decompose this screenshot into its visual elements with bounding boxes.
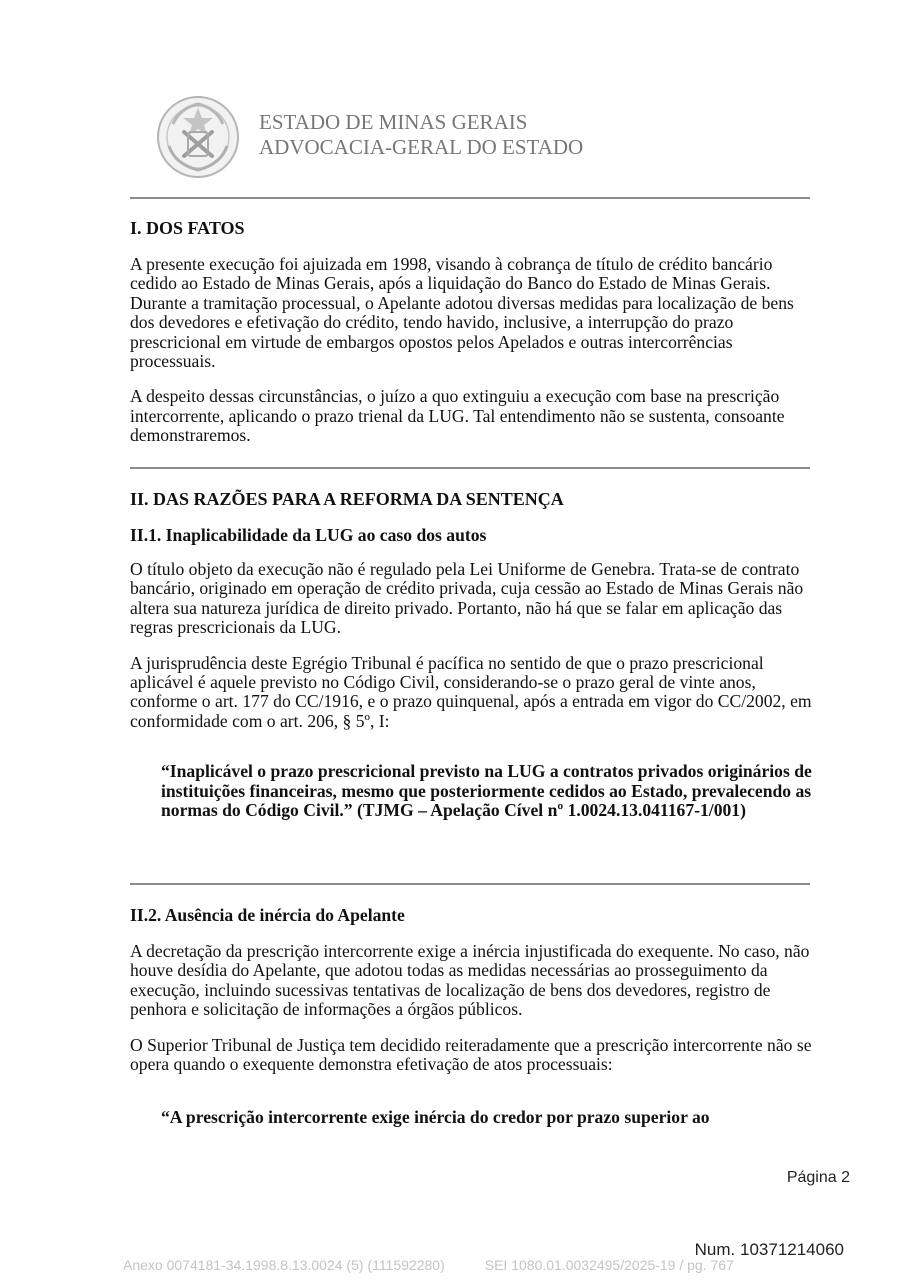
block-quote: “Inaplicável o prazo prescricional previsto na LUG a contratos privados originários de instituições financeiras, mesmo que posteriormente cedidos ao Estado, prevalecendo as normas do Código Civil.” (TJMG – Apelação Cível nº 1.0024.13.041167-1/001) — [161, 761, 812, 821]
section-reasons — [130, 488, 812, 820]
document-header — [155, 94, 815, 184]
org-line-agency: ADVOCACIA-GERAL DO ESTADO — [259, 135, 584, 159]
annex-watermark — [123, 1257, 734, 1273]
section-facts — [130, 217, 812, 446]
paragraph: A presente execução foi ajuizada em 1998, visando à cobrança de título de crédito bancário cedido ao Estado de Minas Gerais, após a liquidação do Banco do Estado de Minas Gerais. Durante a tramitação processual, o Apelante adotou diversas medidas para localização de bens dos devedores e efetivação do crédito, tendo havido, inclusive, a interrupção do prazo prescricional em virtude de embargos opostos pelos Apelados e outras intercorrências processuais. — [130, 254, 794, 372]
organization-name — [259, 110, 583, 160]
subsection-inertia — [130, 904, 812, 1128]
subsection-heading: II.1. Inaplicabilidade da LUG ao caso dos autos — [130, 525, 487, 545]
header-divider — [130, 197, 810, 199]
block-quote: “A prescrição intercorrente exige inércia do credor por prazo superior ao — [161, 1107, 710, 1128]
paragraph: A decretação da prescrição intercorrente exige a inércia injustificada do exequente. No caso, não houve desídia do Apelante, que adotou todas as medidas necessárias ao prosseguimento da execução, incluindo sucessivas tentativas de localização de bens dos devedores, registro de penhora e solicitação de informações a órgãos públicos. — [130, 941, 810, 1020]
paragraph: A jurisprudência deste Egrégio Tribunal é pacífica no sentido de que o prazo prescricional aplicável é aquele previsto no Código Civil, considerando-se o prazo geral de vinte anos, conforme o art. 177 do CC/1916, e o prazo quinquenal, após a entrada em vigor do CC/2002, em conformidade com o art. 206, § 5º, I: — [130, 652, 812, 731]
annex-reference: Anexo 0074181-34.1998.8.13.0024 (5) (111592280) — [123, 1257, 445, 1273]
section-heading: I. DOS FATOS — [130, 218, 245, 238]
paragraph: O Superior Tribunal de Justiça tem decidido reiteradamente que a prescrição intercorrente não se opera quando o exequente demonstra efetivação de atos processuais: — [130, 1034, 812, 1075]
section-divider — [130, 467, 810, 469]
sei-reference: SEI 1080.01.0032495/2025-19 / pg. 767 — [484, 1257, 734, 1273]
subsection-heading: II.2. Ausência de inércia do Apelante — [130, 905, 405, 925]
section-heading: II. DAS RAZÕES PARA A REFORMA DA SENTENÇA — [130, 489, 564, 509]
page-number: Página 2 — [786, 1169, 850, 1186]
paragraph: O título objeto da execução não é regulado pela Lei Uniforme de Genebra. Trata-se de contrato bancário, originado em operação de crédito privada, cuja cessão ao Estado de Minas Gerais não altera sua natureza jurídica de direito privado. Portanto, não há que se falar em aplicação das regras prescricionais da LUG. — [130, 559, 804, 638]
section-divider — [130, 883, 810, 885]
document-number: Num. 10371214060 — [694, 1240, 844, 1259]
org-line-state: ESTADO DE MINAS GERAIS — [259, 110, 528, 134]
paragraph: A despeito dessas circunstâncias, o juízo a quo extinguiu a execução com base na prescrição intercorrente, aplicando o prazo trienal da LUG. Tal entendimento não se sustenta, consoante demonstraremos. — [130, 386, 785, 446]
coat-of-arms-seal-icon — [155, 94, 241, 180]
